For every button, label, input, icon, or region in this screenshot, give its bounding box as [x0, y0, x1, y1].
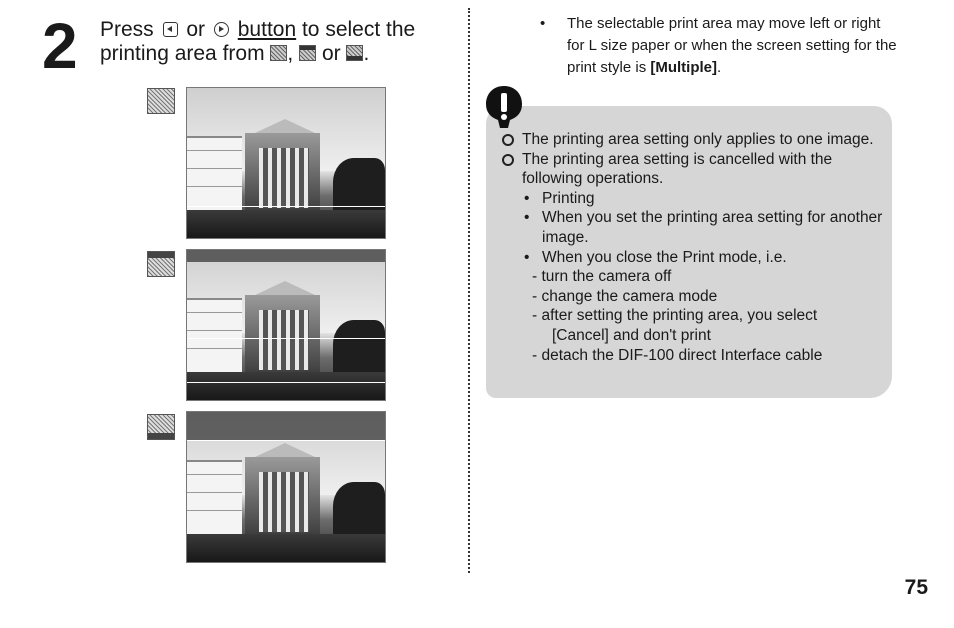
step-number: 2 — [42, 10, 78, 82]
column-divider — [468, 8, 470, 573]
caution-dash-item: - turn the camera off — [532, 268, 672, 286]
example-photo-bottom — [186, 411, 386, 563]
step-text-or-2: or — [321, 42, 341, 65]
ring-bullet-icon — [502, 154, 514, 166]
step-instruction — [100, 18, 460, 66]
print-area-full-icon — [270, 45, 287, 61]
step-text-select: to select the — [296, 18, 416, 41]
caution-item: The printing area setting only applies to one image. — [502, 130, 886, 150]
caution-exclamation-icon — [484, 84, 524, 130]
print-area-bottom-icon — [346, 45, 363, 61]
page-number: 75 — [904, 576, 928, 599]
caution-sub-item: • When you set the printing area setting for another image. — [524, 209, 883, 246]
step-text-button: button — [237, 18, 297, 41]
note-paragraph — [540, 13, 900, 79]
note-text-end: . — [717, 59, 722, 76]
ring-bullet-icon — [502, 134, 514, 146]
caution-dash-item: - change the camera mode — [532, 287, 718, 305]
print-area-full-icon — [147, 88, 175, 114]
example-photo-top — [186, 249, 386, 401]
step-text-period: . — [363, 42, 370, 65]
right-arrow-button-icon — [214, 22, 229, 37]
caution-item: The printing area setting is cancelled with the following operations. — [502, 150, 886, 189]
step-text-or-1: or — [186, 18, 206, 41]
step-text-comma: , — [287, 42, 294, 65]
caution-dash-item: - after setting the printing area, you select — [532, 307, 818, 325]
print-area-top-icon — [147, 251, 175, 277]
left-arrow-button-icon — [163, 22, 178, 37]
step-text-press: Press — [100, 18, 154, 41]
caution-dash-item-continued: [Cancel] and don't print — [552, 326, 711, 344]
note-bullet: • — [540, 15, 546, 32]
note-text: The selectable print area may move left or right for L size paper or when the screen setting for the print style is — [567, 15, 897, 76]
caution-sub-item: • Printing — [524, 189, 595, 207]
caution-list — [502, 130, 886, 365]
caution-sub-item: • When you close the Print mode, i.e. — [524, 248, 787, 266]
print-area-bottom-icon — [147, 414, 175, 440]
print-area-top-icon — [299, 45, 316, 61]
example-photo-full — [186, 87, 386, 239]
step-text-printing-area: printing area from — [100, 42, 265, 65]
note-ui-term: [Multiple] — [650, 59, 718, 76]
caution-dash-item: - detach the DIF-100 direct Interface cable — [532, 346, 823, 364]
